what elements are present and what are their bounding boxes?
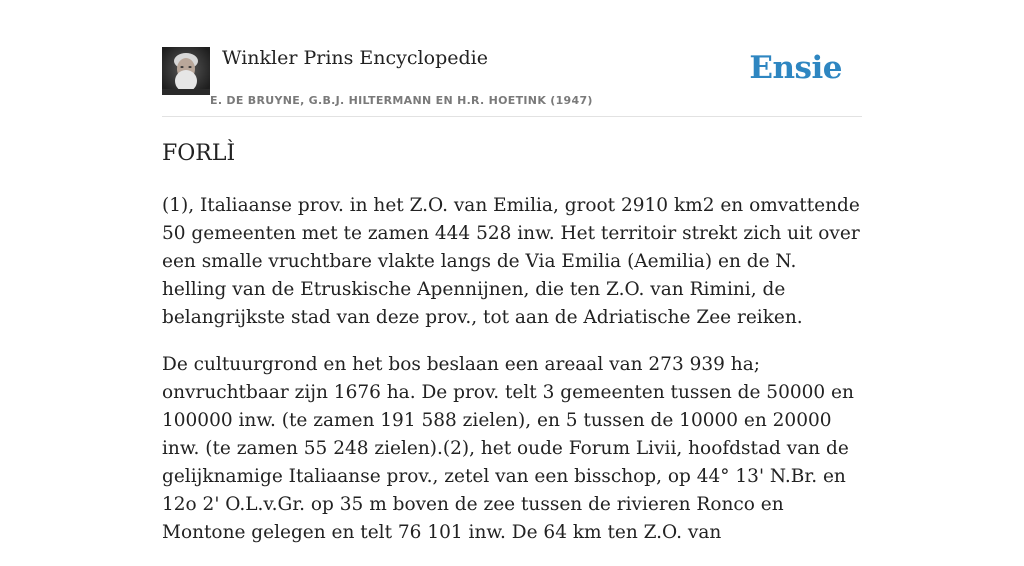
article-paragraph: De cultuurgrond en het bos beslaan een areaal van 273 939 ha; onvruchtbaar zijn 1676 ha. De prov. telt 3 gemeenten tussen de 50000 en 100000 inw. (te zamen 191 588 zielen), en 5 tussen de 10000 en 20000 inw. (te zamen 55 248 zielen).(2), het oude Forum Livii, hoofdstad van de gelijknamige Italiaanse prov., zetel van een bisschop, op 44° 13' N.Br. en 12o 2' O.L.v.Gr. op 35 m boven de zee tussen de rivieren Ronco en Montone gelegen en telt 76 101 inw. De 64 km ten Z.O. van — [162, 354, 854, 543]
author-portrait-icon — [162, 47, 210, 95]
article-paragraph: (1), Italiaanse prov. in het Z.O. van Emilia, groot 2910 km2 en omvattende 50 gemeenten met te zamen 444 528 inw. Het territoir strekt zich uit over een smalle vruchtbare vlakte langs de Via Emilia (Aemilia) en de N. helling van de Etruskische Apennijnen, die ten Z.O. van Rimini, de belangrijkste stad van deze prov., tot aan de Adriatische Zee reiken. — [162, 195, 860, 328]
source-authors: E. DE BRUYNE, G.B.J. HILTERMANN EN H.R. HOETINK (1947) — [210, 94, 593, 107]
article-headword: FORLÌ — [162, 141, 236, 166]
source-header — [162, 44, 862, 117]
source-title[interactable]: Winkler Prins Encyclopedie — [222, 47, 488, 69]
ensie-logo-link[interactable]: Ensie — [749, 50, 842, 86]
article-body — [162, 192, 862, 566]
author-avatar[interactable] — [162, 47, 210, 95]
